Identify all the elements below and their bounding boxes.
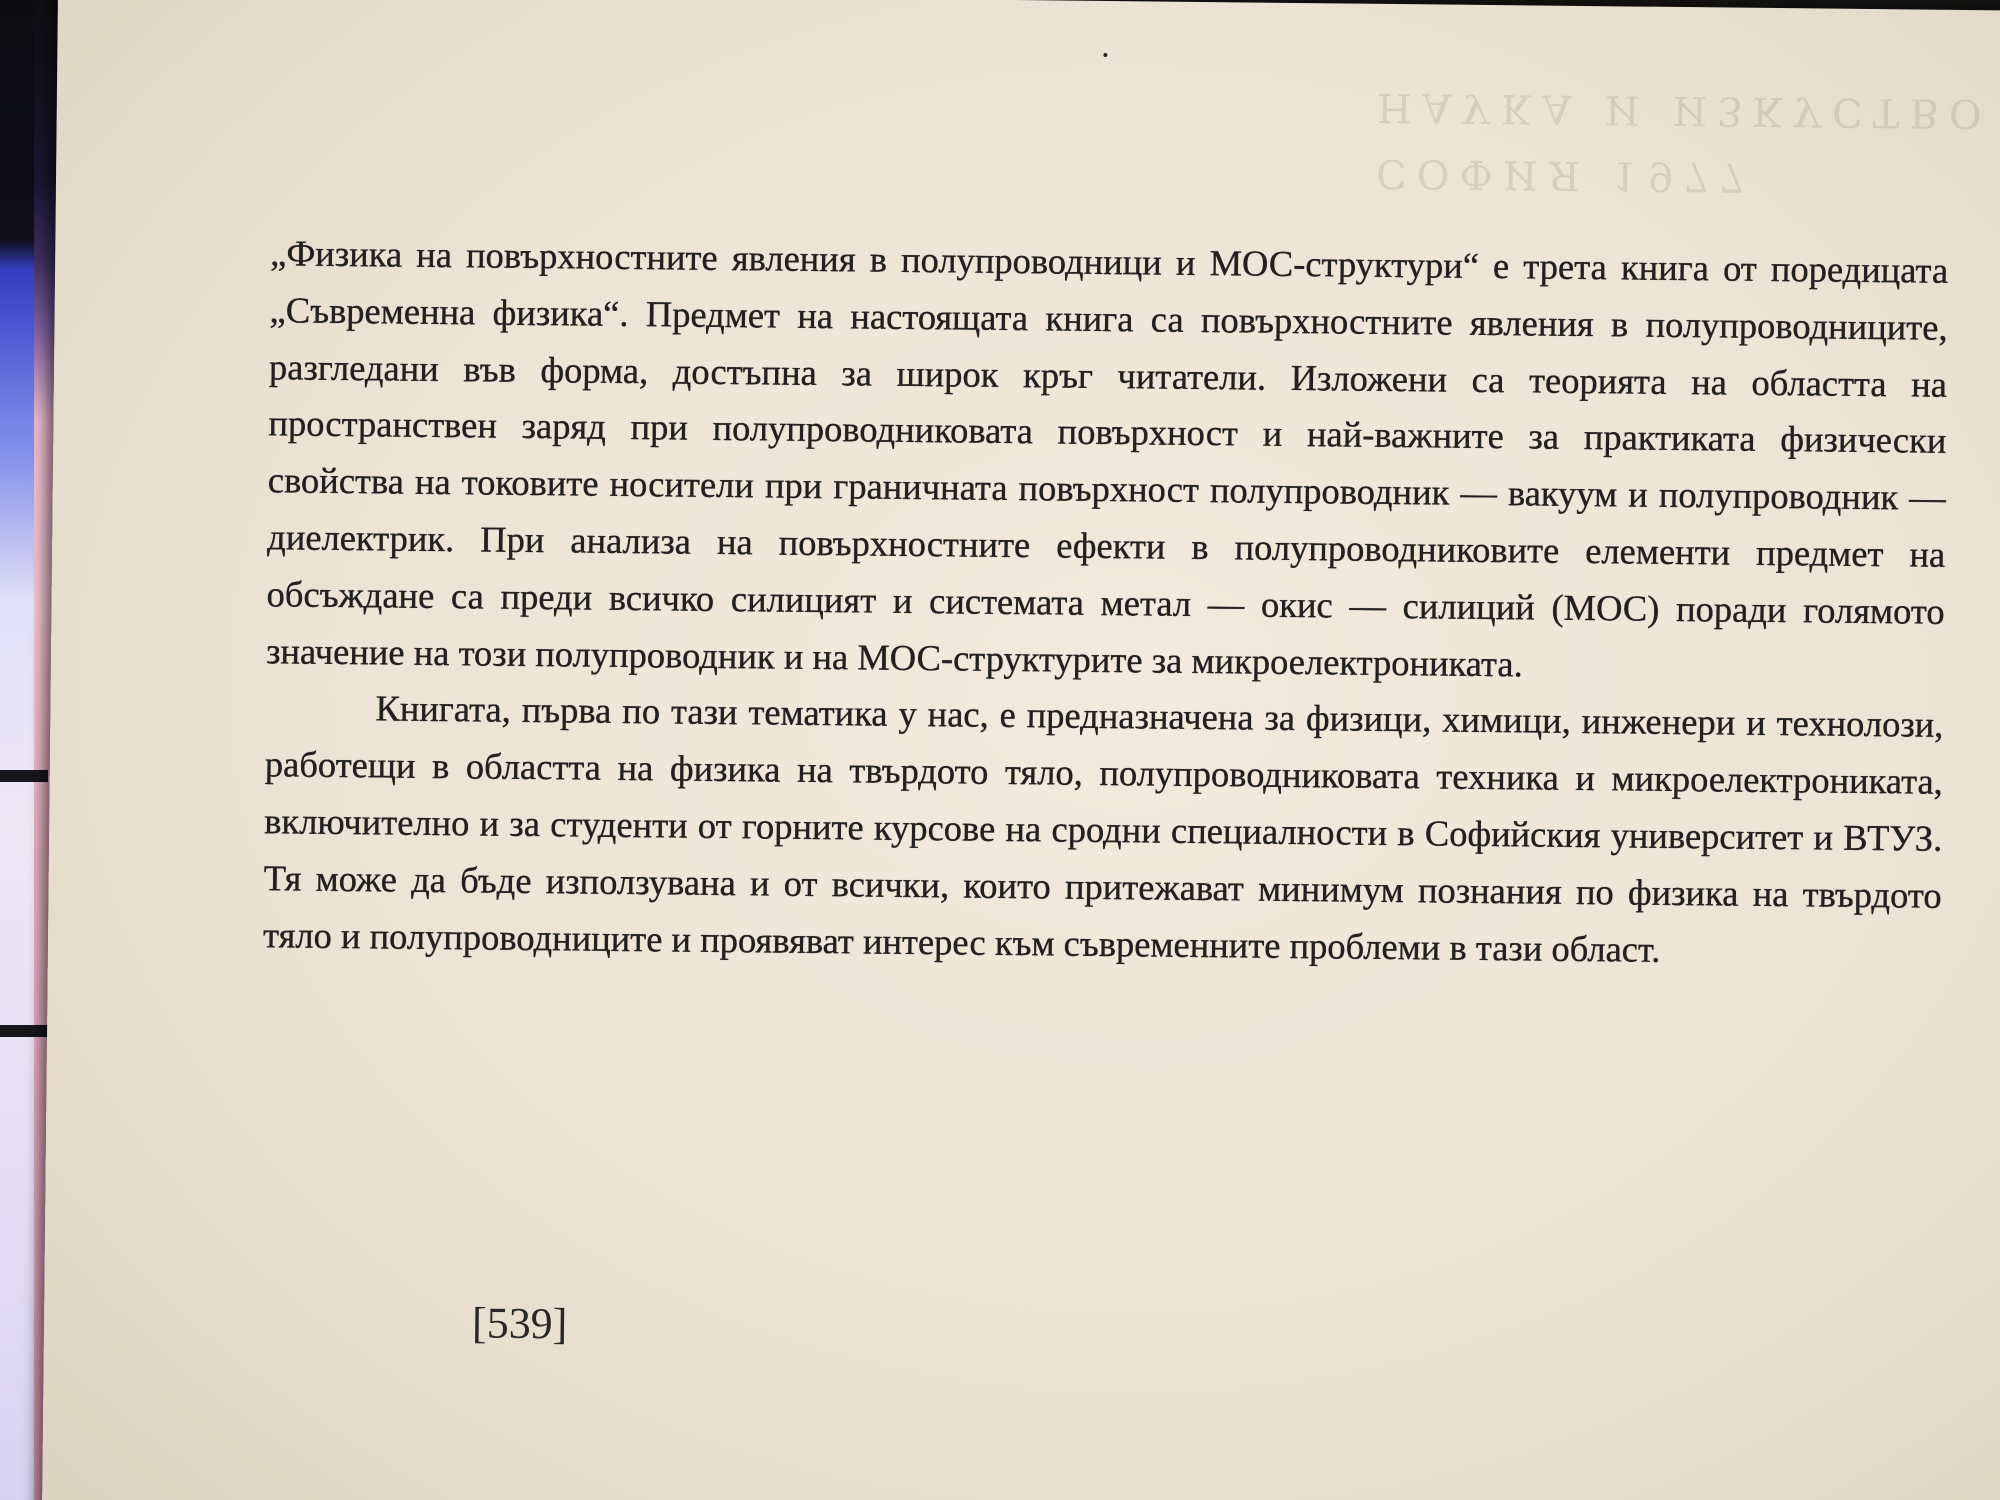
notebook-edge [0,0,34,1500]
notebook-tab-mark [0,770,48,782]
show-through-line: НАУКА И ИЗКУСТВО [1376,83,1992,137]
show-through-text [1376,74,2000,213]
paragraph-intro: „Физика на повърхностните явления в полупроводници и МОС-структури“ е трета книга от поредицата „Съвременна физика“. Предмет на настоящата книга са повърхностните явления в полупроводниците, разгледани във форма, достъпна за широк кръг читатели. Изложени са теорията на областта на пространствен заряд при полупроводниковата повърхност и най-важните за практиката физически свойства на токовите носители при граничната повърхност полупроводник — вакуум и полупроводник — диелектрик. При анализа на повърхностните ефекти в полупроводниковите елементи предмет на обсъждане са преди всичко силицият и системата метал — окис — силиций (МОС) поради голямото значение на този полупроводник и на МОС-структурите за микроелектрониката. [265,232,1949,684]
book-text [263,225,1949,981]
show-through-line: СОФИЯ 1977 [1375,149,1755,200]
book-page [42,0,2000,1500]
page-speck [1103,53,1107,57]
page-number: [539] [471,1298,568,1349]
notebook-tab-mark [0,1025,48,1037]
paragraph-audience: Книгата, първа по тази тематика у нас, е предназначена за физици, химици, инженери и технолози, работещи в областта на физика на твърдото тяло, полупроводниковата техника и микроелектрониката, включително и за студенти от горните курсове на сродни специалности в Софийския университет и ВТУЗ. Тя може да бъде използувана и от всички, които притежават минимум познания по физика на твърдото тяло и полупроводниците и проявяват интерес към съвременните проблеми в тази област. [262,687,1944,970]
